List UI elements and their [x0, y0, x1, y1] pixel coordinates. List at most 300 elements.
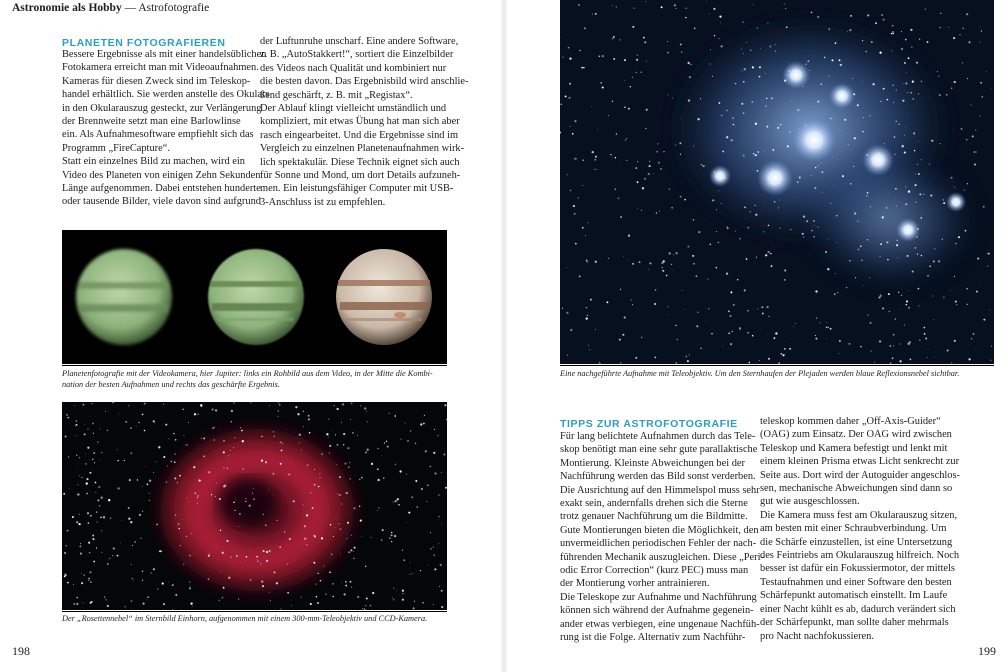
star-dot — [968, 345, 969, 346]
star-dot — [76, 420, 77, 421]
star-dot — [887, 259, 888, 260]
star-dot — [570, 329, 572, 331]
star-dot — [693, 145, 694, 146]
star-dot — [763, 231, 764, 232]
star-dot — [632, 77, 633, 78]
star-dot — [582, 227, 584, 229]
star-dot — [269, 550, 271, 552]
star-dot — [871, 41, 873, 43]
star-dot — [353, 507, 355, 509]
star-dot — [567, 174, 568, 175]
star-dot — [913, 132, 915, 134]
star-dot — [370, 605, 371, 606]
star-dot — [908, 190, 910, 192]
body-text-line: Teleskop und Kamera befestigt und lenkt mit — [760, 442, 948, 454]
star-dot — [441, 590, 443, 592]
star-dot — [919, 38, 920, 39]
star-dot — [987, 253, 988, 254]
star-dot — [693, 219, 695, 221]
star-dot — [179, 475, 181, 477]
star-dot — [929, 164, 930, 165]
star-dot — [740, 329, 741, 330]
star-dot — [909, 341, 911, 343]
star-dot — [813, 236, 815, 238]
star-dot — [613, 36, 615, 38]
star-dot — [117, 487, 119, 489]
star-dot — [706, 321, 707, 322]
star-dot — [427, 484, 429, 486]
star-dot — [411, 496, 413, 498]
star-dot — [895, 318, 896, 319]
body-text-line: trotz genauer Nachführung um die Bildmitte. — [560, 511, 748, 523]
star-dot — [348, 551, 350, 553]
star-dot — [280, 463, 282, 465]
star-dot — [79, 457, 80, 458]
star-dot — [897, 240, 898, 241]
star-dot — [829, 76, 830, 77]
star-dot — [934, 248, 935, 249]
star-dot — [846, 287, 848, 289]
star-dot — [578, 197, 579, 198]
star-dot — [854, 137, 856, 139]
star-dot — [203, 455, 205, 457]
star-dot — [147, 483, 149, 485]
star-dot — [91, 403, 92, 404]
star-dot — [72, 516, 74, 518]
star-dot — [726, 136, 728, 138]
page-number-left: 198 — [12, 644, 30, 658]
star-dot — [965, 230, 967, 232]
planets-column-1 — [62, 48, 269, 209]
star-dot — [869, 322, 871, 324]
star-dot — [648, 173, 650, 175]
star-dot — [318, 486, 320, 488]
star-dot — [667, 52, 669, 54]
star-dot — [330, 524, 332, 526]
star-dot — [830, 203, 831, 204]
star-dot — [620, 39, 621, 40]
star-dot — [357, 432, 358, 433]
star-dot — [574, 159, 575, 160]
star-dot — [396, 590, 397, 591]
star-dot — [891, 33, 893, 35]
star-dot — [721, 114, 723, 116]
star-dot — [707, 278, 708, 279]
star-dot — [343, 433, 345, 435]
body-text-line: können sich während der Aufnahme gegenein- — [560, 605, 754, 617]
star-dot — [308, 415, 310, 417]
star-dot — [768, 358, 770, 360]
star-dot — [990, 310, 991, 311]
body-text-line: Video des Planeten von einigen Zehn Sekunden — [62, 169, 261, 181]
star-dot — [103, 516, 105, 518]
star-dot — [573, 205, 575, 207]
star-dot — [307, 464, 308, 465]
star-dot — [142, 486, 143, 487]
jupiter-photo — [62, 230, 447, 364]
star-dot — [345, 581, 347, 583]
star-dot — [753, 153, 754, 154]
star-dot — [73, 584, 74, 585]
star-dot — [882, 216, 884, 218]
star-dot — [89, 459, 90, 460]
star-dot — [755, 214, 757, 216]
star-dot — [80, 553, 82, 555]
star-dot — [423, 423, 425, 425]
star-dot — [410, 430, 411, 431]
star-dot — [874, 362, 875, 363]
star-dot — [685, 17, 686, 18]
star-dot — [335, 527, 336, 528]
star-dot — [269, 411, 270, 412]
star-dot — [981, 30, 982, 31]
star-dot — [579, 50, 580, 51]
star-dot — [711, 333, 712, 334]
star-dot — [684, 309, 685, 310]
star-dot — [894, 136, 896, 138]
star-dot — [778, 362, 780, 364]
star-dot — [980, 285, 981, 286]
body-text-line: handel erhältlich. Sie werden anstelle des Okulars — [62, 89, 270, 101]
star-dot — [638, 261, 640, 263]
star-dot — [741, 70, 742, 71]
star-dot — [948, 27, 949, 28]
star-dot — [166, 481, 168, 483]
star-dot — [174, 477, 176, 479]
star-dot — [642, 187, 644, 189]
star-dot — [660, 168, 662, 170]
star-dot — [612, 5, 613, 6]
star-dot — [112, 555, 113, 556]
star-dot — [733, 304, 735, 306]
star-dot — [727, 227, 729, 229]
star-dot — [928, 349, 929, 350]
star-dot — [918, 93, 919, 94]
star-dot — [79, 546, 81, 548]
star-dot — [331, 554, 332, 555]
star-dot — [881, 14, 883, 16]
star-dot — [875, 142, 876, 143]
star-dot — [735, 231, 736, 232]
star-dot — [261, 459, 263, 461]
star-dot — [669, 252, 671, 254]
star-dot — [208, 555, 210, 557]
star-dot — [728, 310, 730, 312]
star-dot — [131, 600, 133, 602]
body-text-line: Programm „FireCapture“. — [62, 142, 170, 154]
star-dot — [977, 258, 979, 260]
star-dot — [130, 521, 132, 523]
star-dot — [863, 117, 864, 118]
star-dot — [595, 329, 596, 330]
star-dot — [883, 88, 885, 90]
star-dot — [970, 104, 971, 105]
star-dot — [866, 195, 867, 196]
star-dot — [663, 151, 664, 152]
star-dot — [347, 538, 348, 539]
star-dot — [765, 203, 766, 204]
star-dot — [314, 469, 315, 470]
star-dot — [743, 22, 744, 23]
star-dot — [743, 81, 745, 83]
star-dot — [382, 541, 383, 542]
star-dot — [586, 317, 588, 319]
star-dot — [407, 440, 409, 442]
star-dot — [626, 160, 627, 161]
star-dot — [624, 106, 626, 108]
star-dot — [159, 550, 161, 552]
star-dot — [644, 178, 646, 180]
star-dot — [731, 331, 732, 332]
star-dot — [731, 139, 733, 141]
star-dot — [587, 315, 588, 316]
star-dot — [566, 312, 568, 314]
star-dot — [352, 432, 354, 434]
star-dot — [753, 4, 754, 5]
star-dot — [694, 27, 696, 29]
star-dot — [767, 251, 769, 253]
star-dot — [991, 88, 992, 89]
star-dot — [692, 255, 694, 257]
star-dot — [592, 151, 594, 153]
star-dot — [735, 126, 736, 127]
body-text-line: Statt ein einzelnes Bild zu machen, wird ein — [62, 156, 245, 168]
star-dot — [97, 499, 99, 501]
star-dot — [817, 101, 819, 103]
star-dot — [560, 132, 561, 134]
body-text-line: Seite aus. Dort wird der Autoguider angeschlos- — [760, 469, 960, 481]
pleiades-photo — [560, 0, 994, 364]
body-text-line: Die Ausrichtung auf den Himmelspol muss sehr — [560, 484, 760, 496]
star-dot — [905, 127, 906, 128]
star-dot — [646, 61, 647, 62]
star-dot — [124, 460, 125, 461]
star-dot — [156, 524, 158, 526]
star-dot — [602, 55, 604, 57]
star-dot — [888, 293, 890, 295]
star-dot — [962, 28, 964, 30]
star-dot — [906, 300, 908, 302]
star-dot — [142, 571, 143, 572]
star-dot — [225, 498, 226, 499]
star-dot — [588, 222, 589, 223]
star-dot — [943, 297, 944, 298]
star-dot — [918, 173, 920, 175]
body-text-line: ein. Als Aufnahmesoftware empfiehlt sich das — [62, 129, 254, 141]
star-dot — [644, 41, 646, 43]
star-dot — [735, 83, 737, 85]
star-dot — [93, 561, 95, 563]
star-dot — [626, 138, 627, 139]
star-dot — [766, 98, 768, 100]
star-dot — [357, 435, 358, 436]
star-dot — [328, 437, 329, 438]
star-dot — [189, 555, 190, 556]
star-dot — [351, 403, 353, 405]
star-dot — [702, 165, 704, 167]
star-dot — [675, 144, 676, 145]
caption-line: Planetenfotografie mit der Videokamera, hier Jupiter: links ein Rohbild aus dem Video, in der Mitte die Kombi- — [62, 369, 433, 378]
star-dot — [354, 547, 356, 549]
star-dot — [87, 447, 89, 449]
star-dot — [979, 26, 980, 27]
star-dot — [301, 597, 302, 598]
star-dot — [421, 488, 423, 490]
body-text-line: der Montierung vorher antrainieren. — [560, 578, 710, 590]
star-dot — [940, 13, 941, 14]
star-dot — [371, 537, 372, 538]
star-dot — [284, 531, 285, 532]
star-dot — [139, 514, 141, 516]
star-dot — [886, 207, 888, 209]
star-dot — [291, 605, 292, 606]
star-dot — [69, 488, 70, 489]
star-dot — [940, 143, 941, 144]
star-dot — [951, 87, 953, 89]
star-dot — [107, 430, 108, 431]
star-dot — [214, 439, 216, 441]
star-dot — [365, 605, 366, 606]
star-dot — [668, 306, 669, 307]
star-dot — [438, 494, 439, 495]
star-dot — [86, 493, 88, 495]
star-dot — [316, 596, 317, 597]
star-dot — [140, 538, 141, 539]
star-dot — [931, 140, 933, 142]
star-dot — [76, 424, 77, 425]
star-dot — [377, 510, 378, 511]
body-text-line: ßend geschärft, z. B. mit „Registax“. — [260, 89, 413, 101]
star-dot — [892, 84, 894, 86]
star-dot — [624, 80, 625, 81]
star-dot — [424, 415, 425, 416]
star-dot — [279, 546, 281, 548]
star-dot — [729, 315, 731, 317]
star-dot — [752, 66, 754, 68]
star-dot — [163, 456, 165, 458]
star-dot — [824, 57, 825, 58]
star-dot — [671, 207, 673, 209]
body-text-line: Vergleich zu einzelnen Planetenaufnahmen wirk- — [260, 143, 465, 155]
star-dot — [632, 263, 634, 265]
star-dot — [130, 427, 132, 429]
star-dot — [90, 581, 91, 582]
star-dot — [588, 345, 589, 346]
star-dot — [188, 422, 189, 423]
star-dot — [350, 419, 351, 420]
star-dot — [245, 560, 246, 561]
star-dot — [971, 338, 972, 339]
star-dot — [791, 100, 792, 101]
star-dot — [215, 409, 217, 411]
body-text-line: kompliziert, mit etwas Übung hat man sich aber — [260, 116, 460, 128]
star-dot — [878, 296, 880, 298]
star-dot — [257, 559, 258, 560]
star-dot — [182, 409, 183, 410]
star-dot — [235, 498, 236, 499]
star-dot — [121, 520, 122, 521]
star-dot — [737, 279, 738, 280]
star-dot — [65, 436, 67, 438]
star-dot — [94, 462, 95, 463]
star-dot — [871, 351, 872, 352]
star-dot — [590, 299, 592, 301]
star-dot — [76, 454, 77, 455]
star-dot — [649, 165, 651, 167]
star-dot — [757, 308, 758, 309]
star-dot — [637, 54, 638, 55]
star-dot — [441, 472, 442, 473]
star-dot — [827, 239, 828, 240]
star-dot — [165, 424, 167, 426]
star-dot — [741, 103, 743, 105]
star-dot — [905, 203, 907, 205]
star-dot — [163, 404, 164, 405]
star-dot — [392, 598, 393, 599]
star-dot — [583, 67, 585, 69]
star-dot — [786, 336, 787, 337]
star-dot — [708, 308, 709, 309]
star-dot — [211, 494, 212, 495]
star-dot — [775, 332, 777, 334]
star-dot — [814, 225, 815, 226]
star-dot — [630, 86, 631, 87]
star-dot — [712, 199, 714, 201]
star-dot — [880, 256, 881, 257]
star-dot — [391, 534, 393, 536]
star-dot — [142, 414, 144, 416]
body-text-line: skop benötigt man eine sehr gute parallaktische — [560, 444, 758, 456]
star-dot — [201, 438, 202, 439]
star-dot — [721, 203, 722, 204]
star-dot — [325, 593, 326, 594]
star-dot — [88, 580, 89, 581]
star-dot — [245, 501, 247, 503]
star-dot — [955, 301, 957, 303]
star-dot — [155, 461, 156, 462]
star-dot — [212, 408, 214, 410]
star-dot — [712, 76, 713, 77]
star-dot — [716, 267, 717, 268]
star-dot — [117, 450, 118, 451]
star-dot — [640, 71, 642, 73]
star-dot — [750, 49, 752, 51]
star-dot — [744, 289, 746, 291]
star-dot — [351, 535, 352, 536]
star-dot — [353, 558, 354, 559]
star-dot — [109, 558, 110, 559]
star-dot — [966, 13, 968, 15]
star-dot — [882, 307, 884, 309]
star-dot — [953, 129, 954, 130]
star-dot — [216, 483, 217, 484]
body-text-line: lich spektakulär. Diese Technik eignet sich auch — [260, 156, 460, 168]
star-dot — [128, 507, 130, 509]
star-dot — [89, 552, 91, 554]
star-dot — [973, 333, 975, 335]
star-dot — [862, 81, 863, 82]
body-text-line: die Schärfe einzustellen, ist eine Untersetzung — [760, 536, 953, 548]
star-dot — [269, 489, 270, 490]
star-dot — [594, 169, 595, 170]
star-dot — [689, 354, 690, 355]
star-dot — [146, 600, 147, 601]
star-dot — [393, 599, 395, 601]
star-dot — [240, 427, 241, 428]
star-dot — [818, 165, 819, 166]
star-dot — [180, 545, 181, 546]
star-dot — [714, 35, 715, 36]
